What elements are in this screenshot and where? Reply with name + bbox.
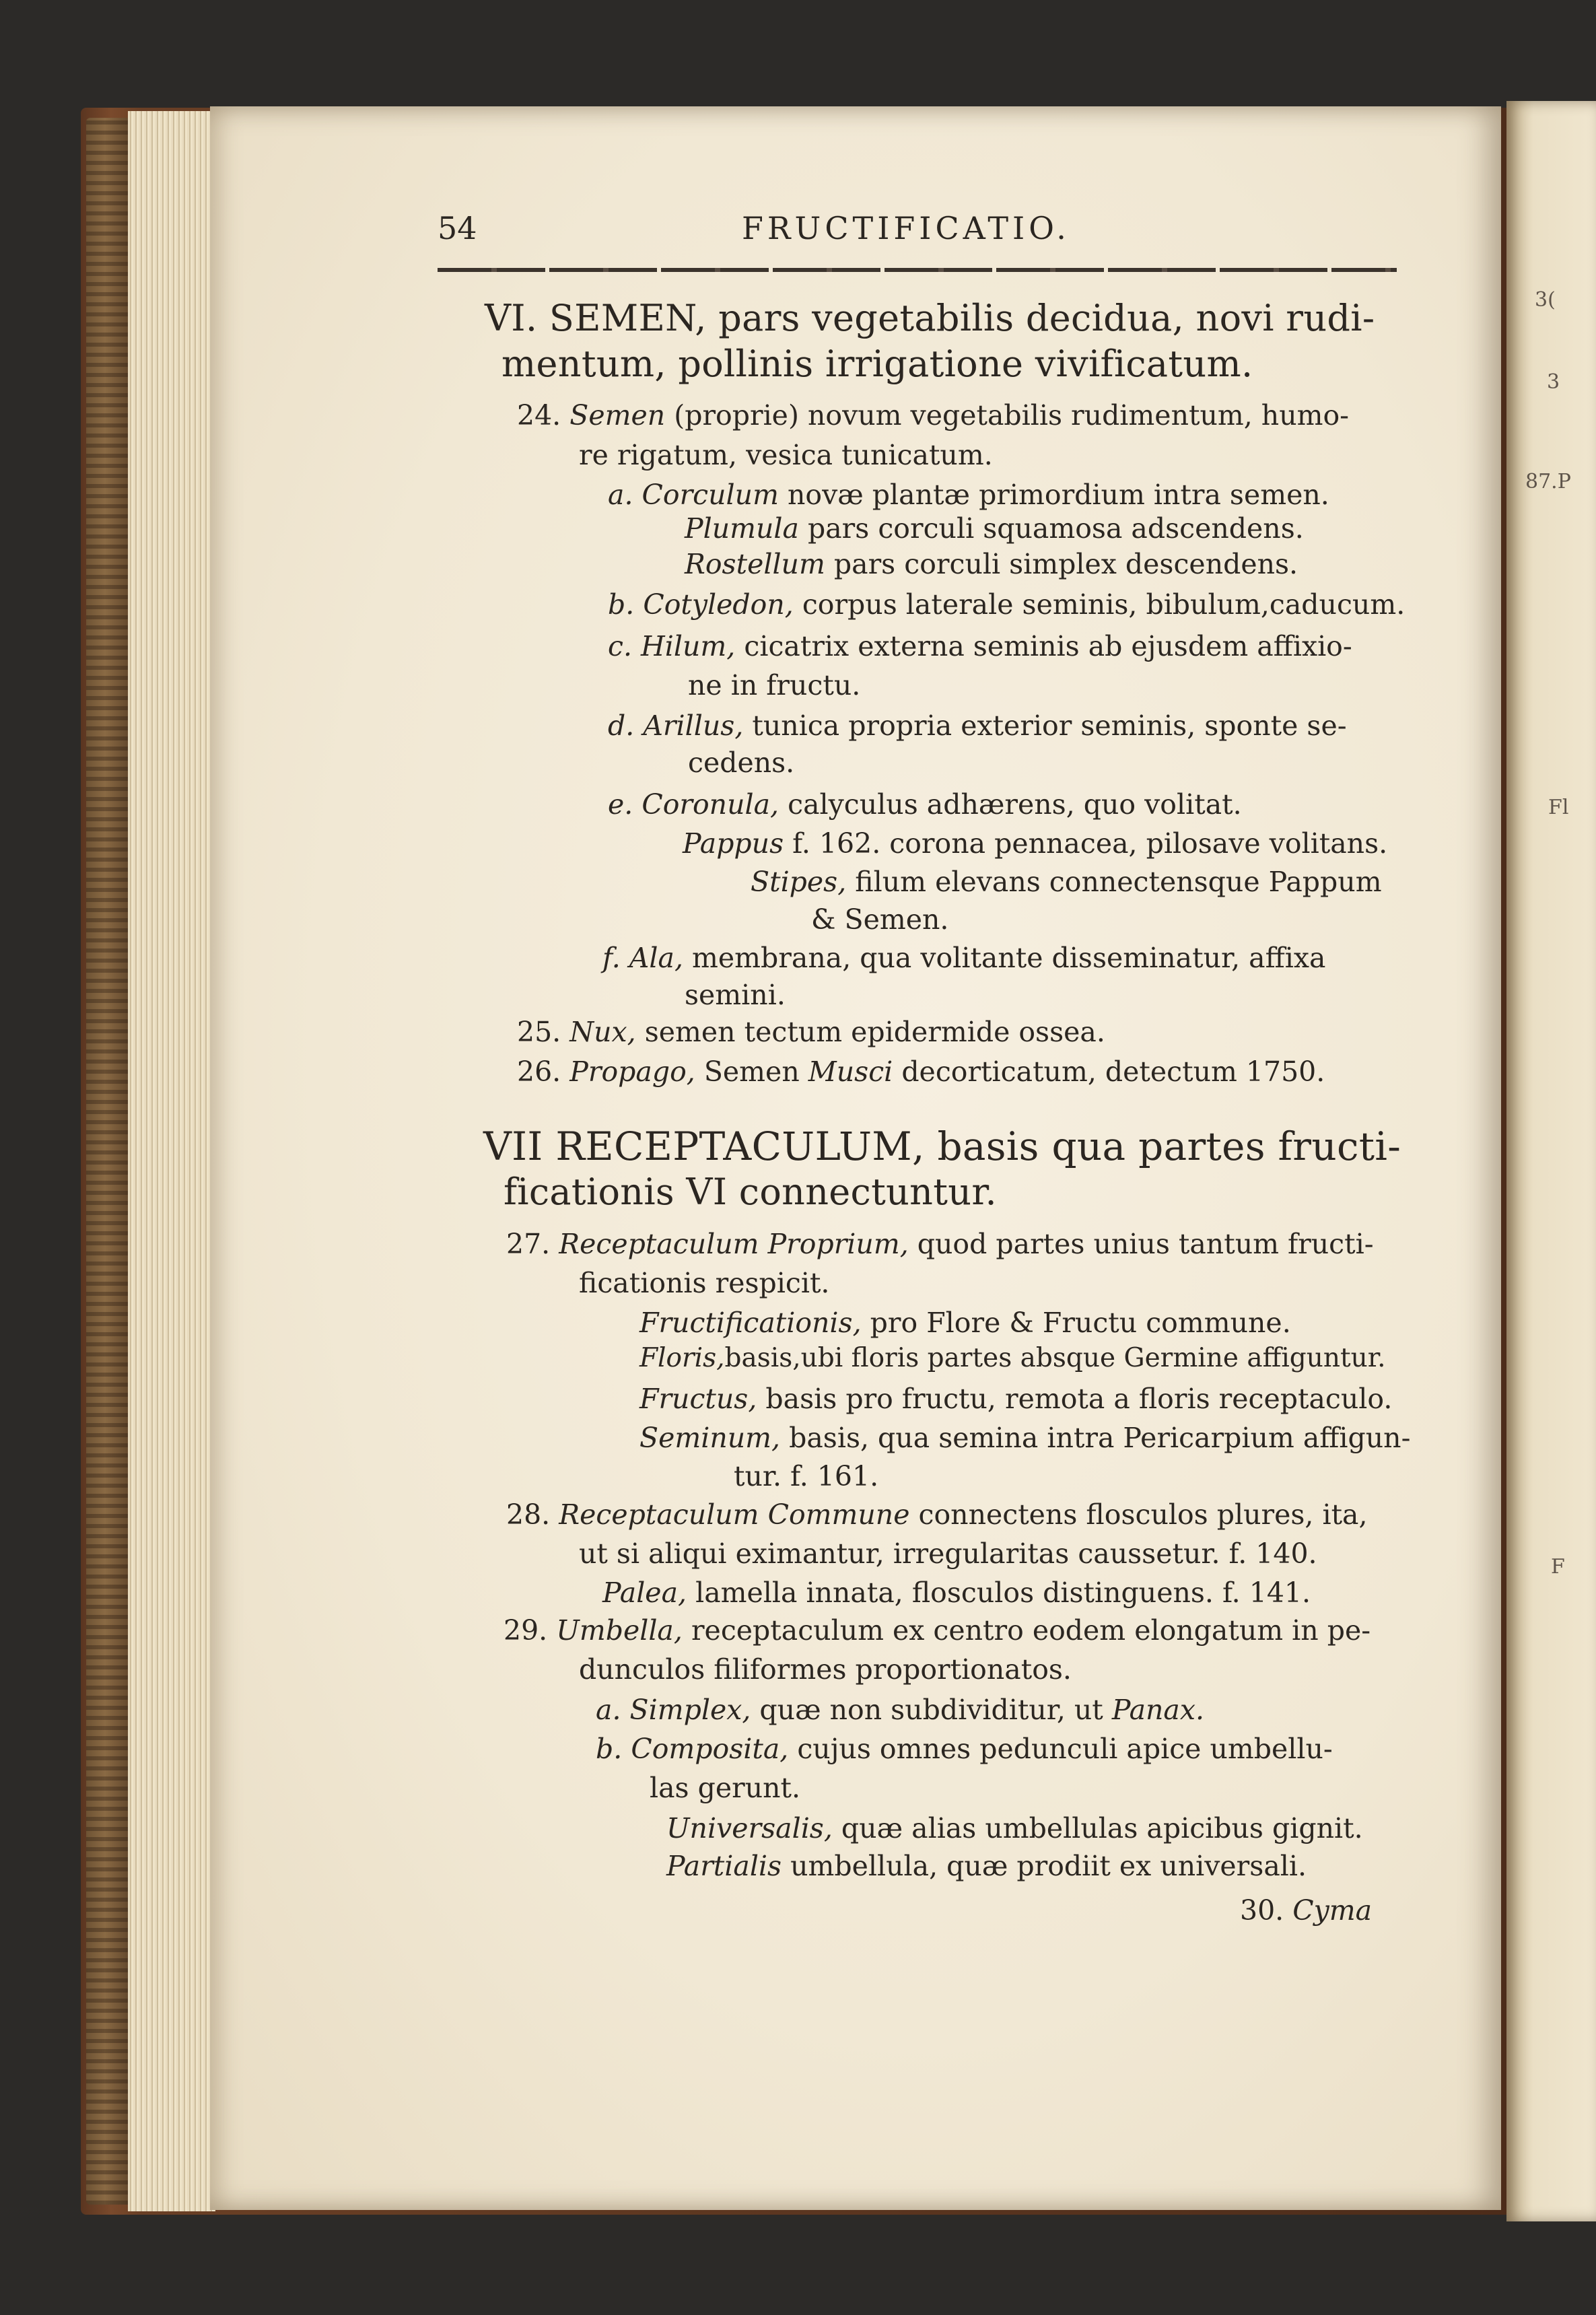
entry-29-a [596, 1696, 1204, 1724]
entry-number: 28. [506, 1498, 551, 1531]
entry-term: Receptaculum Commune [559, 1498, 910, 1531]
next-page-fragment: 87.P [1525, 470, 1571, 493]
item-text: lamella innata, flosculos distinguens. f. 141. [687, 1577, 1311, 1609]
item-term: Plumula [685, 512, 799, 545]
entry-text: semen tectum epidermide ossea. [635, 1016, 1105, 1048]
next-page-fragment: 3( [1535, 288, 1556, 312]
item-term: Simplex, [629, 1694, 751, 1726]
item-term: Fructus, [639, 1383, 757, 1415]
item-label: e. [608, 788, 633, 821]
entry-27-fructus [639, 1385, 1392, 1413]
entry-text: (proprie) novum vegetabilis rudimentum, humo- [665, 399, 1350, 431]
entry-text: quod partes unius tantum fructi- [908, 1228, 1374, 1260]
entry-24-d [608, 712, 1347, 740]
section-heading-line: mentum, pollinis irrigatione vivificatum. [501, 343, 1253, 385]
item-text: semini. [685, 979, 786, 1011]
entry-text: connectens flosculos plures, ita, [909, 1498, 1368, 1531]
item-term: Rostellum [685, 548, 825, 580]
entry-term: Propago, [569, 1056, 695, 1088]
item-text: & Semen. [811, 903, 949, 936]
item-term: Corculum [641, 479, 779, 511]
running-head: FRUCTIFICATIO. [742, 210, 1070, 246]
entry-24-pappus [683, 827, 1388, 860]
entry-24-c [608, 630, 1352, 662]
item-label: b. [596, 1733, 623, 1765]
catchword-number: 30. [1240, 1894, 1284, 1927]
item-text: las gerunt. [650, 1772, 801, 1804]
item-text: calyculus adhærens, quo volitat. [779, 788, 1242, 821]
entry-29-b [596, 1735, 1333, 1763]
item-term: Panax. [1111, 1694, 1205, 1726]
item-text: basis, qua semina intra Pericarpium affigun- [780, 1422, 1411, 1454]
item-text: ne in fructu. [688, 669, 861, 701]
item-text: umbellula, quæ prodiit ex universali. [782, 1850, 1307, 1882]
entry-term: Musci [808, 1056, 893, 1088]
item-term: Palea, [602, 1577, 687, 1609]
entry-29-partialis [666, 1850, 1307, 1882]
item-term: Ala, [629, 942, 683, 974]
item-label: f. [602, 942, 621, 974]
item-text: basis pro fructu, remota a floris receptaculo. [757, 1383, 1393, 1415]
item-term: Hilum, [641, 630, 736, 662]
entry-24 [517, 399, 1350, 431]
item-text: corpus laterale seminis, bibulum,caducum. [793, 588, 1406, 621]
section-heading-line: ficationis VI connectuntur. [504, 1171, 997, 1213]
entry-28-palea [602, 1579, 1311, 1607]
item-term: Seminum, [639, 1422, 781, 1454]
entry-24-stipes [751, 868, 1382, 896]
entry-24-b [608, 588, 1406, 621]
section-heading-line: VII RECEPTACULUM, basis qua partes fructi- [483, 1124, 1401, 1169]
page-number: 54 [438, 210, 477, 246]
item-term: Cotyledon, [643, 588, 794, 621]
item-text: tur. f. 161. [734, 1460, 879, 1492]
item-text: pars corculi squamosa adscendens. [798, 512, 1304, 545]
catchword-term: Cyma [1292, 1894, 1373, 1927]
item-term: Floris, [639, 1343, 725, 1373]
entry-term: Semen [569, 399, 666, 431]
entry-24-plumula [685, 512, 1304, 545]
entry-24-a [608, 481, 1329, 509]
entry-27-seminum [639, 1424, 1410, 1452]
item-text: basis,ubi floris partes absque Germine affiguntur. [724, 1343, 1386, 1373]
entry-number: 26. [517, 1056, 561, 1088]
entry-text: re rigatum, vesica tunicatum. [579, 439, 993, 471]
item-text: membrana, qua volitante disseminatur, affixa [683, 942, 1326, 974]
entry-28 [506, 1498, 1368, 1531]
header-rule [438, 268, 1397, 272]
item-text: quæ alias umbellulas apicibus gignit. [832, 1812, 1363, 1844]
item-label: b. [608, 588, 635, 621]
entry-27-floris [639, 1345, 1386, 1371]
book-spine-edge [86, 118, 133, 2205]
entry-number: 29. [504, 1614, 548, 1647]
entry-text: decorticatum, detectum 1750. [893, 1056, 1325, 1088]
item-term: Composita, [631, 1733, 789, 1765]
item-term: Universalis, [666, 1812, 833, 1844]
entry-text: ut si aliqui eximantur, irregularitas caussetur. f. 140. [579, 1537, 1317, 1570]
entry-term: Nux, [569, 1016, 636, 1048]
entry-number: 27. [506, 1228, 551, 1260]
next-page-fragment: 3 [1547, 370, 1560, 394]
item-text: f. 162. corona pennacea, pilosave volitans. [784, 827, 1388, 860]
entry-number: 24. [517, 399, 561, 431]
entry-text: ficationis respicit. [579, 1267, 830, 1299]
entry-number: 25. [517, 1016, 561, 1048]
item-term: Fructificationis, [639, 1307, 862, 1339]
entry-24-f [602, 944, 1325, 972]
entry-24-e [608, 788, 1242, 821]
entry-29 [504, 1614, 1371, 1647]
entry-27 [506, 1228, 1374, 1260]
item-label: c. [608, 630, 632, 662]
item-term: Pappus [683, 827, 784, 860]
item-text: filum elevans connectensque Pappum [846, 866, 1382, 898]
item-term: Arillus, [643, 710, 744, 742]
entry-29-universalis [666, 1812, 1363, 1844]
next-page-fragment: F [1551, 1555, 1565, 1579]
next-page-edge [1506, 101, 1596, 2221]
item-text: pars corculi simplex descendens. [825, 548, 1298, 580]
item-text: cedens. [688, 747, 795, 779]
item-text: quæ non subdividitur, ut [751, 1694, 1112, 1726]
entry-term: Umbella, [556, 1614, 683, 1647]
section-heading-line: VI. SEMEN, pars vegetabilis decidua, novi rudi- [485, 297, 1375, 339]
item-term: Coronula, [641, 788, 779, 821]
page-edges [128, 111, 215, 2211]
entry-27-fructificationis [639, 1309, 1291, 1337]
entry-text: dunculos filiformes proportionatos. [579, 1653, 1072, 1686]
entry-24-rostellum [685, 548, 1298, 580]
item-term: Stipes, [751, 866, 847, 898]
item-text: cicatrix externa seminis ab ejusdem affixio- [735, 630, 1352, 662]
item-label: a. [608, 479, 633, 511]
item-text: cujus omnes pedunculi apice umbellu- [788, 1733, 1333, 1765]
item-label: d. [608, 710, 635, 742]
entry-term: Receptaculum Proprium, [559, 1228, 909, 1260]
item-text: novæ plantæ primordium intra semen. [778, 479, 1329, 511]
entry-26 [517, 1058, 1325, 1086]
item-label: a. [596, 1694, 621, 1726]
entry-text: receptaculum ex centro eodem elongatum in pe- [682, 1614, 1371, 1647]
catchword [1240, 1894, 1373, 1927]
entry-25 [517, 1018, 1105, 1046]
next-page-fragment: Fl [1548, 796, 1569, 819]
item-text: pro Flore & Fructu commune. [861, 1307, 1291, 1339]
entry-text: Semen [695, 1056, 808, 1088]
item-text: tunica propria exterior seminis, sponte se- [743, 710, 1347, 742]
item-term: Partialis [666, 1850, 782, 1882]
